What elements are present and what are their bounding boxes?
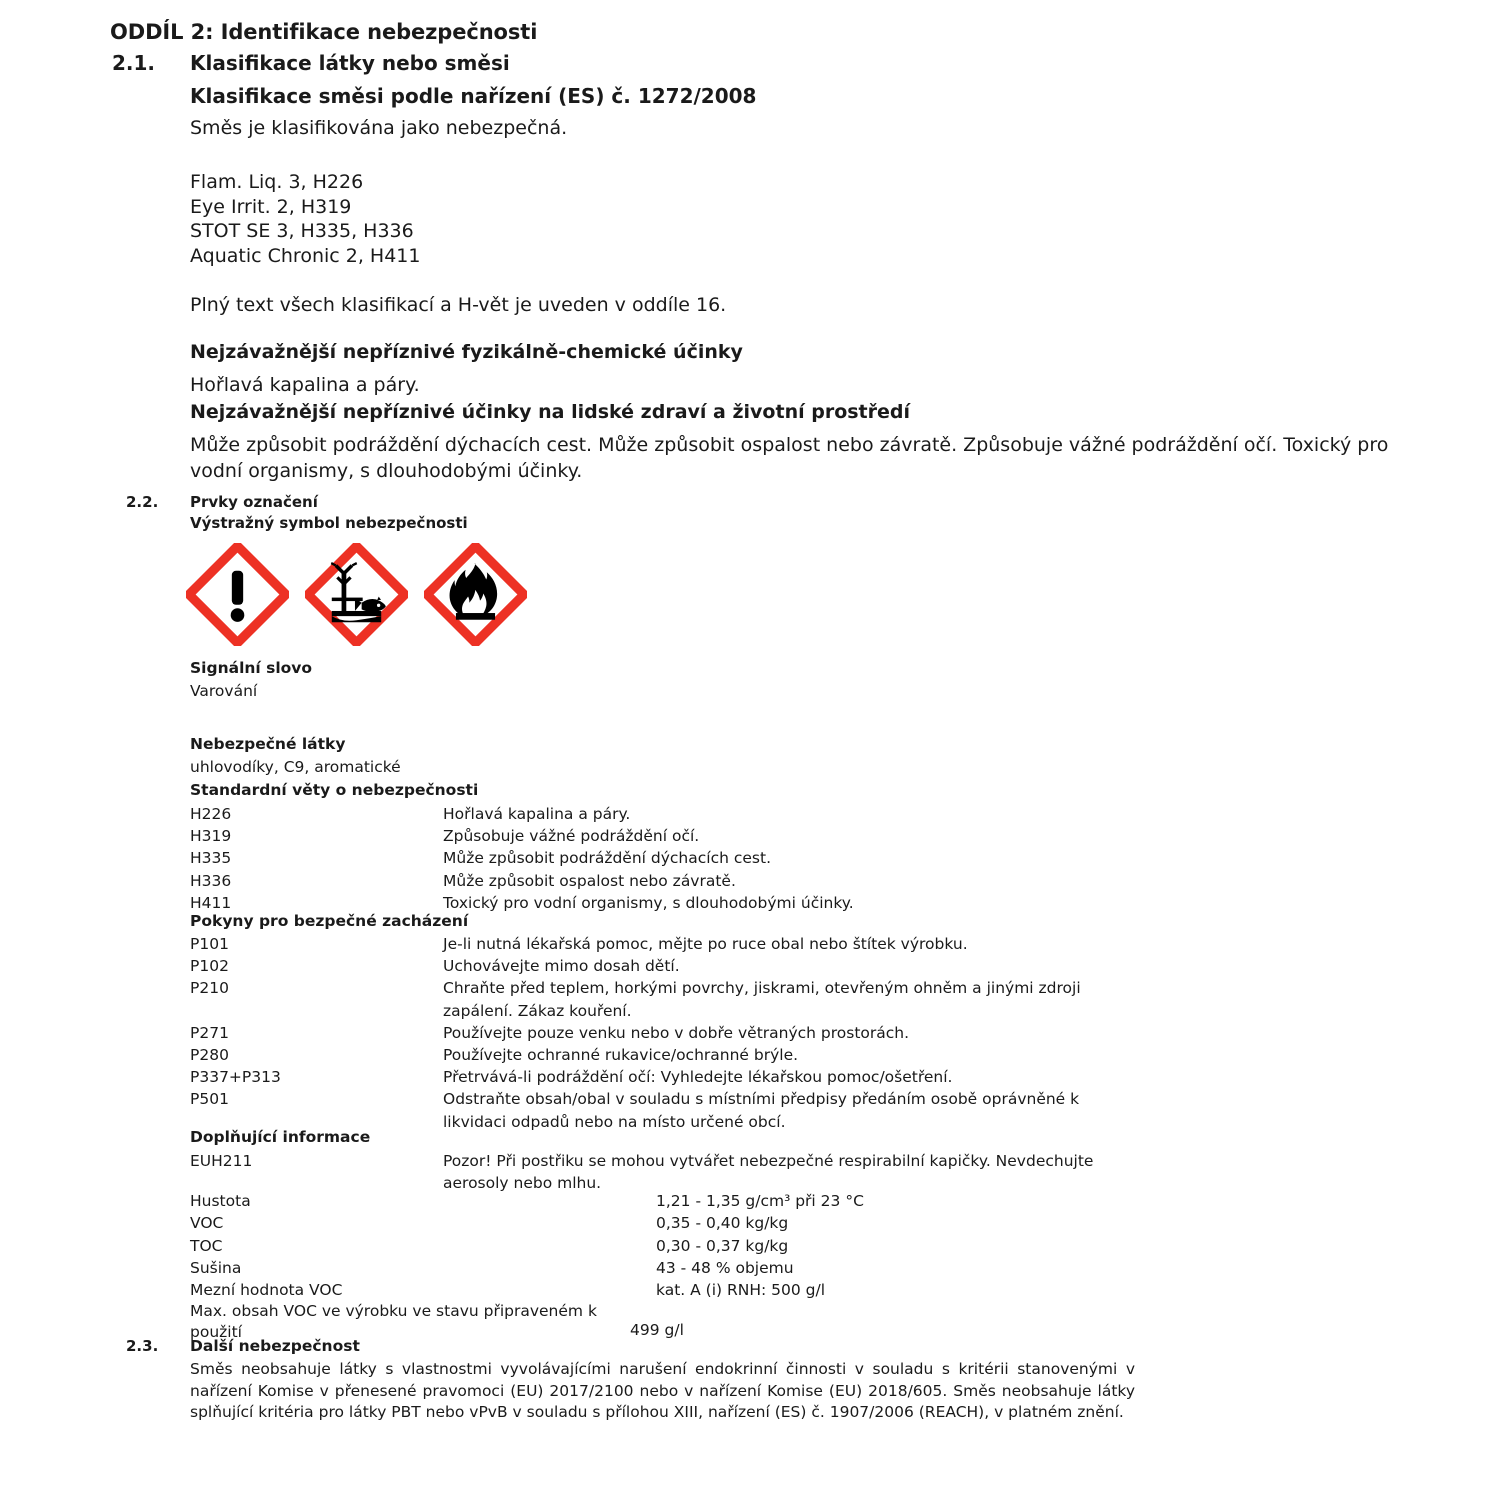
property-name: Max. obsah VOC ve výrobku ve stavu připraveném k použití [190, 1302, 597, 1341]
hazard-code: H319 [190, 827, 232, 846]
precautionary-statements-table [190, 933, 1190, 1133]
health-environment-effects-text: Může způsobit podráždění dýchacích cest. Může způsobit ospalost nebo závratě. Způsobuje vážné podráždění očí. Toxický pro vodní organismy, s dlouhodobými účinky. [190, 434, 1389, 482]
environment-pictogram [305, 543, 408, 646]
hazard-code: H336 [190, 871, 232, 890]
precaution-text: Odstraňte obsah/obal v souladu s místními předpisy předáním osobě oprávněné k likvidaci odpadů nebo na místo určené obcí. [443, 1090, 1080, 1131]
table-row [190, 1150, 1190, 1194]
precaution-code: P101 [190, 935, 229, 953]
section-number-2-3: 2.3. [126, 1337, 159, 1355]
classification-item: Flam. Liq. 3, H226 [190, 171, 364, 193]
physicochemical-effects-heading: Nejzávažnější nepříznivé fyzikálně-chemické účinky [190, 341, 743, 363]
precaution-code: P210 [190, 979, 229, 998]
table-row [190, 1257, 1190, 1279]
supplementary-code: EUH211 [190, 1152, 253, 1170]
classification-item: STOT SE 3, H335, H336 [190, 220, 414, 242]
mixture-classified-text: Směs je klasifikována jako nebezpečná. [190, 117, 568, 139]
table-row [190, 1022, 1190, 1044]
hazard-code: H335 [190, 849, 232, 868]
property-name: Hustota [190, 1192, 251, 1210]
pictogram-section-heading: Výstražný symbol nebezpečnosti [190, 514, 468, 532]
supplementary-text: Pozor! Při postřiku se mohou vytvářet nebezpečné respirabilní kapičky. Nevdechujte aerosoly nebo mlhu. [443, 1152, 1094, 1193]
table-row [190, 1212, 1190, 1234]
precaution-text: Je-li nutná lékařská pomoc, mějte po ruce obal nebo štítek výrobku. [443, 935, 968, 953]
table-row [190, 1190, 1190, 1212]
section-2-1-heading: Klasifikace látky nebo směsi [190, 51, 510, 75]
exclamation-mark-pictogram [186, 543, 289, 646]
precaution-code: P271 [190, 1023, 229, 1042]
full-text-reference-note: Plný text všech klasifikací a H-vět je uveden v oddíle 16. [190, 294, 727, 316]
property-name: Sušina [190, 1258, 242, 1277]
section-number-2-1: 2.1. [112, 51, 156, 75]
table-row [190, 870, 1190, 892]
precaution-code: P102 [190, 957, 229, 976]
table-row [190, 803, 1190, 825]
classification-item: Aquatic Chronic 2, H411 [190, 244, 421, 267]
hazard-text: Může způsobit podráždění dýchacích cest. [443, 849, 771, 868]
precaution-text: Používejte ochranné rukavice/ochranné brýle. [443, 1046, 799, 1065]
classification-list [190, 170, 420, 268]
supplementary-statements-table [190, 1150, 1190, 1194]
table-row [190, 955, 1190, 977]
ghs-pictogram-group [186, 543, 527, 646]
table-row [190, 1044, 1190, 1066]
precaution-text: Uchovávejte mimo dosah dětí. [443, 957, 680, 976]
table-row [190, 933, 1190, 955]
table-row [190, 1088, 1190, 1132]
hazard-code: H411 [190, 893, 232, 912]
hazard-statements-table [190, 803, 1190, 914]
classification-item: Eye Irrit. 2, H319 [190, 195, 352, 218]
hazard-text: Toxický pro vodní organismy, s dlouhodobými účinky. [443, 893, 854, 912]
property-value: 499 g/l [630, 1321, 684, 1340]
hazard-code: H226 [190, 805, 232, 823]
table-row [190, 825, 1190, 847]
property-name: Mezní hodnota VOC [190, 1281, 343, 1300]
hazardous-substances-heading: Nebezpečné látky [190, 735, 346, 753]
precaution-text: Chraňte před teplem, horkými povrchy, jiskrami, otevřeným ohněm a jinými zdroji zapálení. Zákaz kouření. [443, 979, 1081, 1020]
hazard-statements-heading: Standardní věty o nebezpečnosti [190, 781, 479, 799]
property-name: VOC [190, 1214, 224, 1233]
hazard-text: Může způsobit ospalost nebo závratě. [443, 871, 736, 890]
section-2-2-heading: Prvky označení [190, 493, 318, 511]
property-value: 1,21 - 1,35 g/cm³ při 23 °C [656, 1192, 864, 1210]
precaution-code: P337+P313 [190, 1068, 281, 1087]
signal-word-heading: Signální slovo [190, 659, 313, 677]
section-2-3-heading: Další nebezpečnost [190, 1337, 360, 1355]
property-value: 0,30 - 0,37 kg/kg [656, 1236, 789, 1255]
table-row [190, 847, 1190, 869]
health-environment-effects-heading: Nejzávažnější nepříznivé účinky na lidské zdraví a životní prostředí [190, 401, 911, 423]
table-row [190, 1066, 1190, 1088]
table-row [190, 1235, 1190, 1257]
properties-table [190, 1190, 1190, 1342]
table-row [190, 1279, 1190, 1301]
signal-word-value: Varování [190, 682, 258, 700]
property-value: 43 - 48 % objemu [656, 1258, 794, 1277]
hazard-text: Způsobuje vážné podráždění očí. [443, 827, 700, 846]
precautionary-statements-heading: Pokyny pro bezpečné zacházení [190, 912, 469, 930]
hazard-text: Hořlavá kapalina a páry. [443, 805, 631, 823]
supplementary-information-heading: Doplňující informace [190, 1128, 371, 1146]
property-value: 0,35 - 0,40 kg/kg [656, 1214, 789, 1233]
property-name: TOC [190, 1236, 223, 1255]
precaution-code: P280 [190, 1046, 229, 1065]
hazardous-substances-value: uhlovodíky, C9, aromatické [190, 758, 401, 776]
section-2-3-text: Směs neobsahuje látky s vlastnostmi vyvolávajícími narušení endokrinní činnosti v souladu s kritérii stanovenými v nařízení Komise v přenesené pravomoci (EU) 2017/2100 nebo v nařízení Komise (EU) 2018/605. Směs neobsahuje látky splňující kritéria pro látky PBT nebo vPvB v souladu s přílohou XIII, nařízení (ES) č. 1907/2006 (REACH), v platném znění. [190, 1360, 1135, 1421]
section-2-1-subheading: Klasifikace směsi podle nařízení (ES) č. 1272/2008 [190, 84, 757, 108]
precaution-code: P501 [190, 1090, 229, 1109]
precaution-text: Přetrvává-li podráždění očí: Vyhledejte lékařskou pomoc/ošetření. [443, 1068, 953, 1087]
table-row [190, 892, 1190, 914]
table-row [190, 977, 1190, 1021]
section-number-2-2: 2.2. [126, 493, 159, 511]
flame-pictogram [424, 543, 527, 646]
physicochemical-effects-text: Hořlavá kapalina a páry. [190, 374, 420, 396]
property-value: kat. A (i) RNH: 500 g/l [656, 1281, 826, 1300]
page-title: ODDÍL 2: Identifikace nebezpečnosti [110, 20, 538, 44]
precaution-text: Používejte pouze venku nebo v dobře větraných prostorách. [443, 1023, 910, 1042]
